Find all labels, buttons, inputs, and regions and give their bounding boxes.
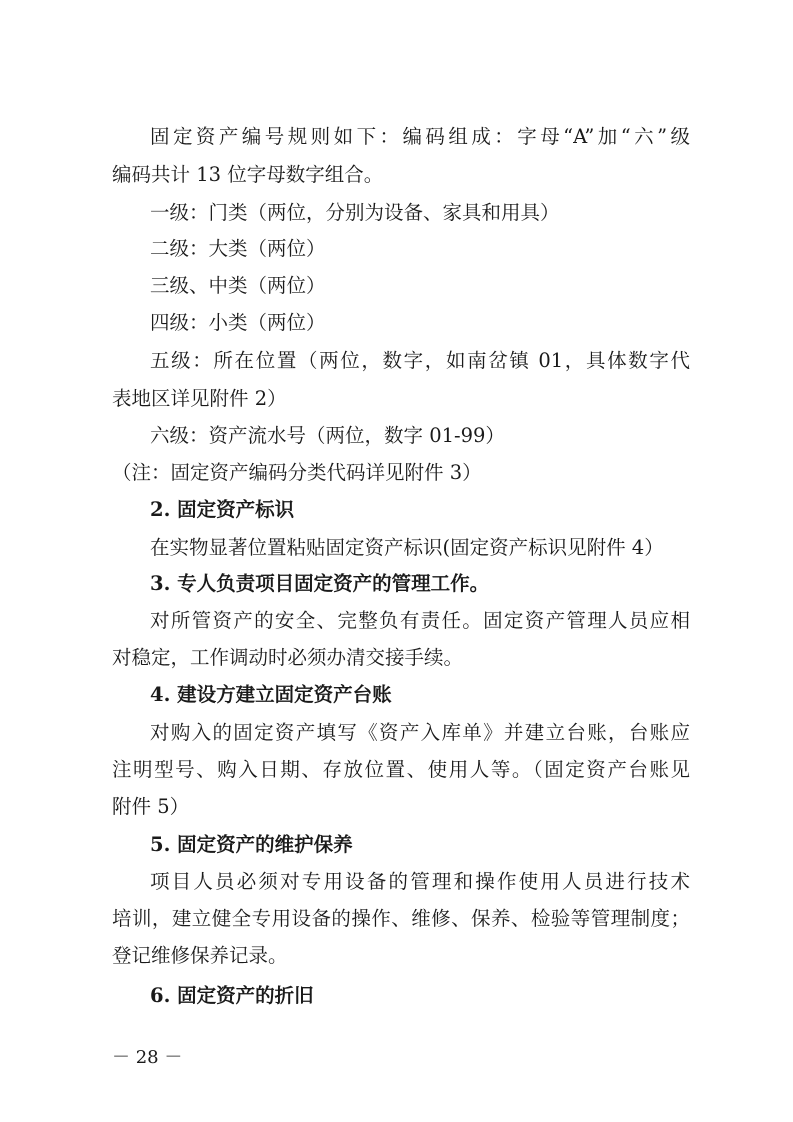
section-4-line-2: 注明型号、购入日期、存放位置、使用人等。（固定资产台账见 (112, 758, 690, 781)
level-4-text: 四级：小类（两位） (150, 311, 326, 334)
section-5-heading: 5. 固定资产的维护保养 (150, 833, 353, 856)
level-5-line-1: 五级：所在位置（两位，数字，如南岔镇 01，具体数字代 (150, 349, 690, 372)
section-4-line-1: 对购入的固定资产填写《资产入库单》并建立台账，台账应 (150, 721, 690, 744)
section-4-heading: 4. 建设方建立固定资产台账 (150, 683, 392, 706)
section-3-line-1: 对所管资产的安全、完整负有责任。固定资产管理人员应相 (150, 609, 690, 632)
section-2-text: 在实物显著位置粘贴固定资产标识(固定资产标识见附件 4） (150, 536, 664, 559)
page-number: － 28 － (112, 1047, 183, 1068)
level-6-text: 六级：资产流水号（两位，数字 01-99） (150, 424, 505, 447)
level-1-text: 一级：门类（两位，分别为设备、家具和用具） (150, 201, 560, 224)
section-6-heading: 6. 固定资产的折旧 (150, 984, 314, 1007)
level-2-text: 二级：大类（两位） (150, 237, 326, 260)
section-2-heading: 2. 固定资产标识 (150, 498, 295, 521)
section-5-line-2: 培训，建立健全专用设备的操作、维修、保养、检验等管理制度； (112, 907, 690, 930)
section-3-heading: 3. 专人负责项目固定资产的管理工作。 (150, 572, 490, 595)
section-3-line-2: 对稳定，工作调动时必须办清交接手续。 (112, 646, 464, 669)
level-5-line-2: 表地区详见附件 2） (112, 387, 287, 410)
section-5-line-3: 登记维修保养记录。 (112, 944, 288, 967)
level-3-text: 三级、中类（两位） (150, 274, 326, 297)
section-4-line-3: 附件 5） (112, 795, 190, 818)
coding-rule-line-1: 固定资产编号规则如下：编码组成：字母“A”加“六”级 (150, 125, 690, 148)
coding-rule-line-2: 编码共计 13 位字母数字组合。 (112, 163, 384, 186)
section-5-line-1: 项目人员必须对专用设备的管理和操作使用人员进行技术 (150, 870, 690, 893)
coding-note: （注：固定资产编码分类代码详见附件 3） (112, 461, 482, 484)
